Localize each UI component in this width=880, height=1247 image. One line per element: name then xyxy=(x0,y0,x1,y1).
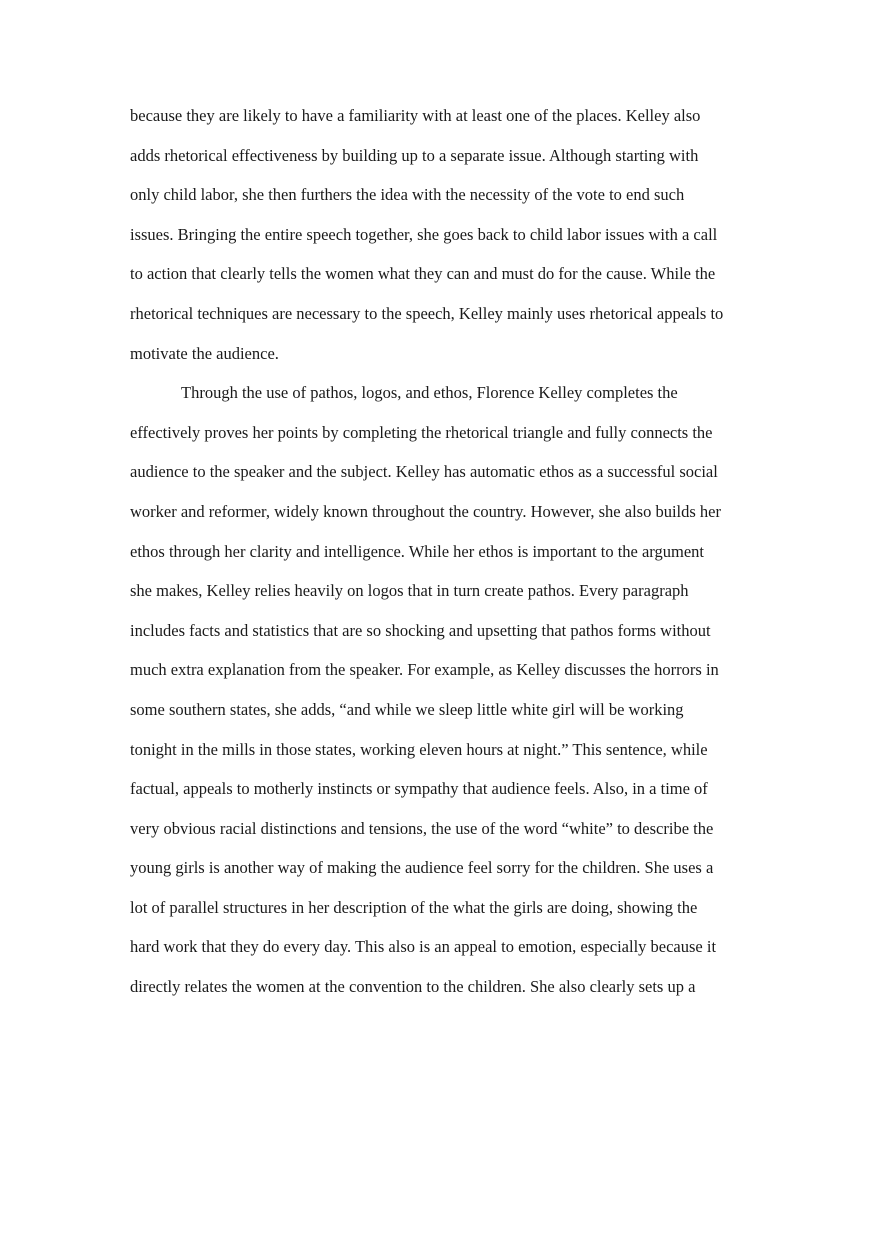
text-line-indented: Through the use of pathos, logos, and ethos, Florence Kelley completes the xyxy=(181,383,678,403)
text-line: much extra explanation from the speaker. For example, as Kelley discusses the horrors in xyxy=(130,660,719,680)
text-line: because they are likely to have a familiarity with at least one of the places. Kelley also xyxy=(130,106,701,125)
text-line: motivate the audience. xyxy=(130,343,279,363)
text-line: some southern states, she adds, “and while we sleep little white girl will be working xyxy=(130,699,684,719)
text-line: only child labor, she then furthers the idea with the necessity of the vote to end such xyxy=(130,185,685,205)
text-line: ethos through her clarity and intelligence. While her ethos is important to the argument xyxy=(130,541,704,561)
text-line: she makes, Kelley relies heavily on logos that in turn create pathos. Every paragraph xyxy=(130,581,689,601)
text-line: directly relates the women at the convention to the children. She also clearly sets up a xyxy=(130,977,696,997)
text-line: hard work that they do every day. This also is an appeal to emotion, especially because it xyxy=(130,937,717,957)
text-line: worker and reformer, widely known throughout the country. However, she also builds her xyxy=(130,501,721,521)
text-line: rhetorical techniques are necessary to the speech, Kelley mainly uses rhetorical appeals to xyxy=(130,303,724,323)
text-line: to action that clearly tells the women what they can and must do for the cause. While the xyxy=(130,264,716,284)
paragraph-rhetorical-appeals xyxy=(130,377,760,1011)
text-line: effectively proves her points by completing the rhetorical triangle and fully connects the xyxy=(130,422,713,442)
text-line: very obvious racial distinctions and tensions, the use of the word “white” to describe the xyxy=(130,818,714,838)
text-line: issues. Bringing the entire speech together, she goes back to child labor issues with a call xyxy=(130,224,718,244)
text-line: audience to the speaker and the subject. Kelley has automatic ethos as a successful social xyxy=(130,462,718,482)
document-body xyxy=(130,100,760,1011)
text-line: young girls is another way of making the audience feel sorry for the children. She uses a xyxy=(130,858,714,878)
text-line: factual, appeals to motherly instincts or sympathy that audience feels. Also, in a time of xyxy=(130,779,708,799)
text-line: tonight in the mills in those states, working eleven hours at night.” This sentence, while xyxy=(130,739,708,759)
text-line: lot of parallel structures in her description of the what the girls are doing, showing the xyxy=(130,897,698,917)
text-line: adds rhetorical effectiveness by building up to a separate issue. Although starting with xyxy=(130,145,699,165)
text-line: includes facts and statistics that are so shocking and upsetting that pathos forms without xyxy=(130,620,711,640)
paragraph-continued xyxy=(130,100,760,377)
